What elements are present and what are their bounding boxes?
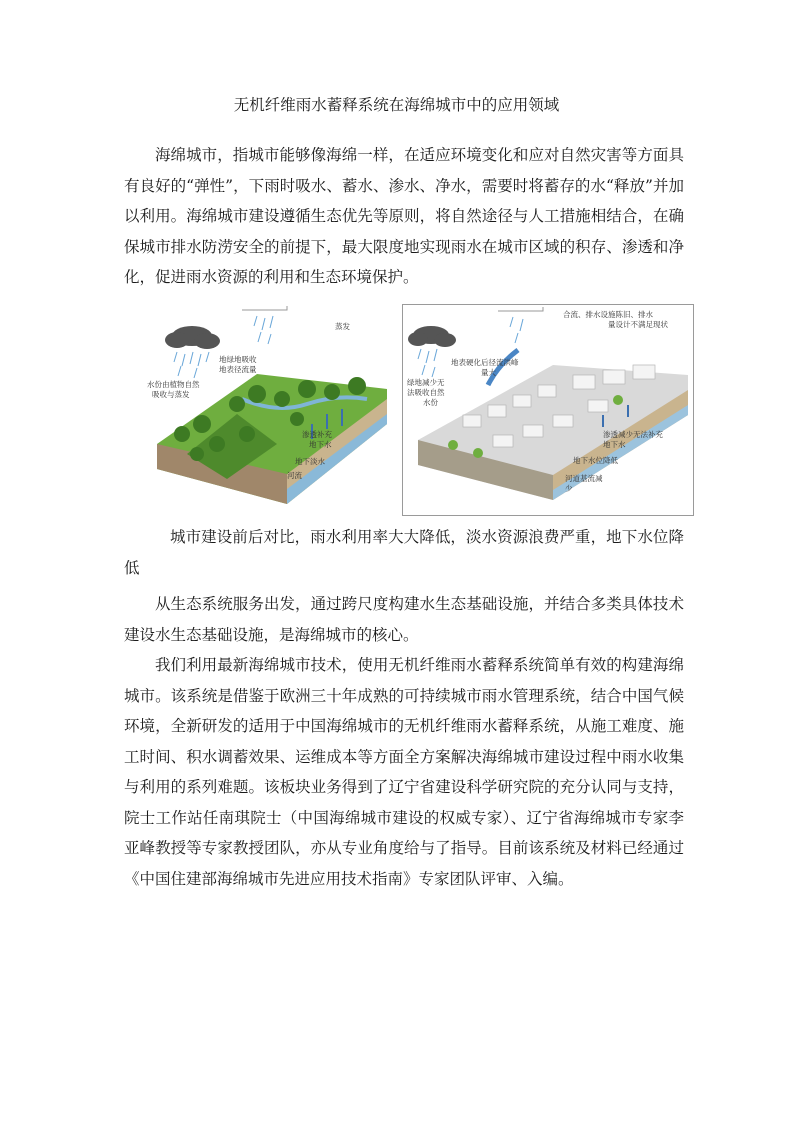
label-evaporation: 蒸发 [335, 322, 350, 331]
figure-before-construction [147, 304, 393, 514]
label-hardened-1: 地表硬化后径流洪峰 [451, 358, 519, 367]
figure-after-construction [402, 304, 694, 516]
page-title: 无机纤维雨水蓄释系统在海绵城市中的应用领域 [233, 96, 560, 114]
label-river: 河流 [287, 471, 302, 480]
label-infiltrate-2: 地下水 [309, 440, 332, 449]
label-plant-1: 水份由植物自然 [147, 380, 200, 389]
label-plant-2: 吸收与蒸发 [152, 390, 190, 399]
rain-cloud-icon [165, 326, 220, 378]
label-green-3: 水份 [423, 398, 438, 407]
urban-block [418, 350, 688, 500]
label-river-2: 少 [565, 484, 573, 493]
core-paragraph: 从生态系统服务出发，通过跨尺度构建水生态基础设施，并结合多类具体技术建设水生态基础设施，是海绵城市的核心。 [124, 595, 684, 644]
label-greenland-1: 地绿地吸收 [219, 355, 257, 364]
label-green-2: 法吸收自然 [407, 388, 445, 397]
label-green-1: 绿地减少无 [407, 378, 445, 387]
label-infiltrate-2: 地下水 [603, 440, 626, 449]
label-river-1: 河道基流减 [565, 474, 603, 483]
figure-caption: 城市建设前后对比，雨水利用率大大降低，淡水资源浪费严重，地下水位降低 [124, 528, 684, 577]
rain-icon [498, 307, 543, 343]
label-greenland-2: 地表径流量 [219, 365, 257, 374]
label-drain-2: 量设计不满足现状 [608, 320, 668, 329]
label-drain-1: 合流、排水设施陈旧、排水 [563, 310, 653, 319]
system-paragraph: 我们利用最新海绵城市技术，使用无机纤维雨水蓄释系统简单有效的构建海绵城市。该系统是借鉴于欧洲三十年成熟的可持续城市雨水管理系统，结合中国气候环境，全新研发的适用于中国海绵城市的无机纤维雨水蓄释系统，从施工难度、施工时间、积水调蓄效果、运维成本等方面全方案解决海绵城市建设过程中雨水收集与利用的系列难题。该板块业务得到了辽宁省建设科学研究院的充分认同与支持，院士工作站任南琪院士（中国海绵城市建设的权威专家）、辽宁省海绵城市专家李亚峰教授等专家教授团队，亦从专业角度给与了指导。目前该系统及材料已经通过《中国住建部海绵城市先进应用技术指南》专家团队评审、入编。 [124, 656, 684, 888]
label-water-level: 地下水位降低 [573, 456, 618, 465]
label-groundwater: 地下淡水 [295, 457, 325, 466]
rain-cloud-icon [408, 326, 456, 377]
intro-paragraph: 海绵城市，指城市能够像海绵一样，在适应环境变化和应对自然灾害等方面具有良好的“弹性”，下雨时吸水、蓄水、渗水、净水，需要时将蓄存的水“释放”并加以利用。海绵城市建设遵循生态优先等原则，将自然途径与人工措施相结合，在确保城市排水防涝安全的前提下，最大限度地实现雨水在城市区域的积存、渗透和净化，促进雨水资源的利用和生态环境保护。 [124, 146, 684, 286]
rain-icon [242, 306, 287, 344]
label-hardened-2: 量大 [481, 368, 496, 377]
label-infiltrate-1: 渗透补充 [302, 430, 332, 439]
terrain-block [157, 374, 387, 504]
label-infiltrate-1: 渗透减少无法补充 [603, 430, 663, 439]
